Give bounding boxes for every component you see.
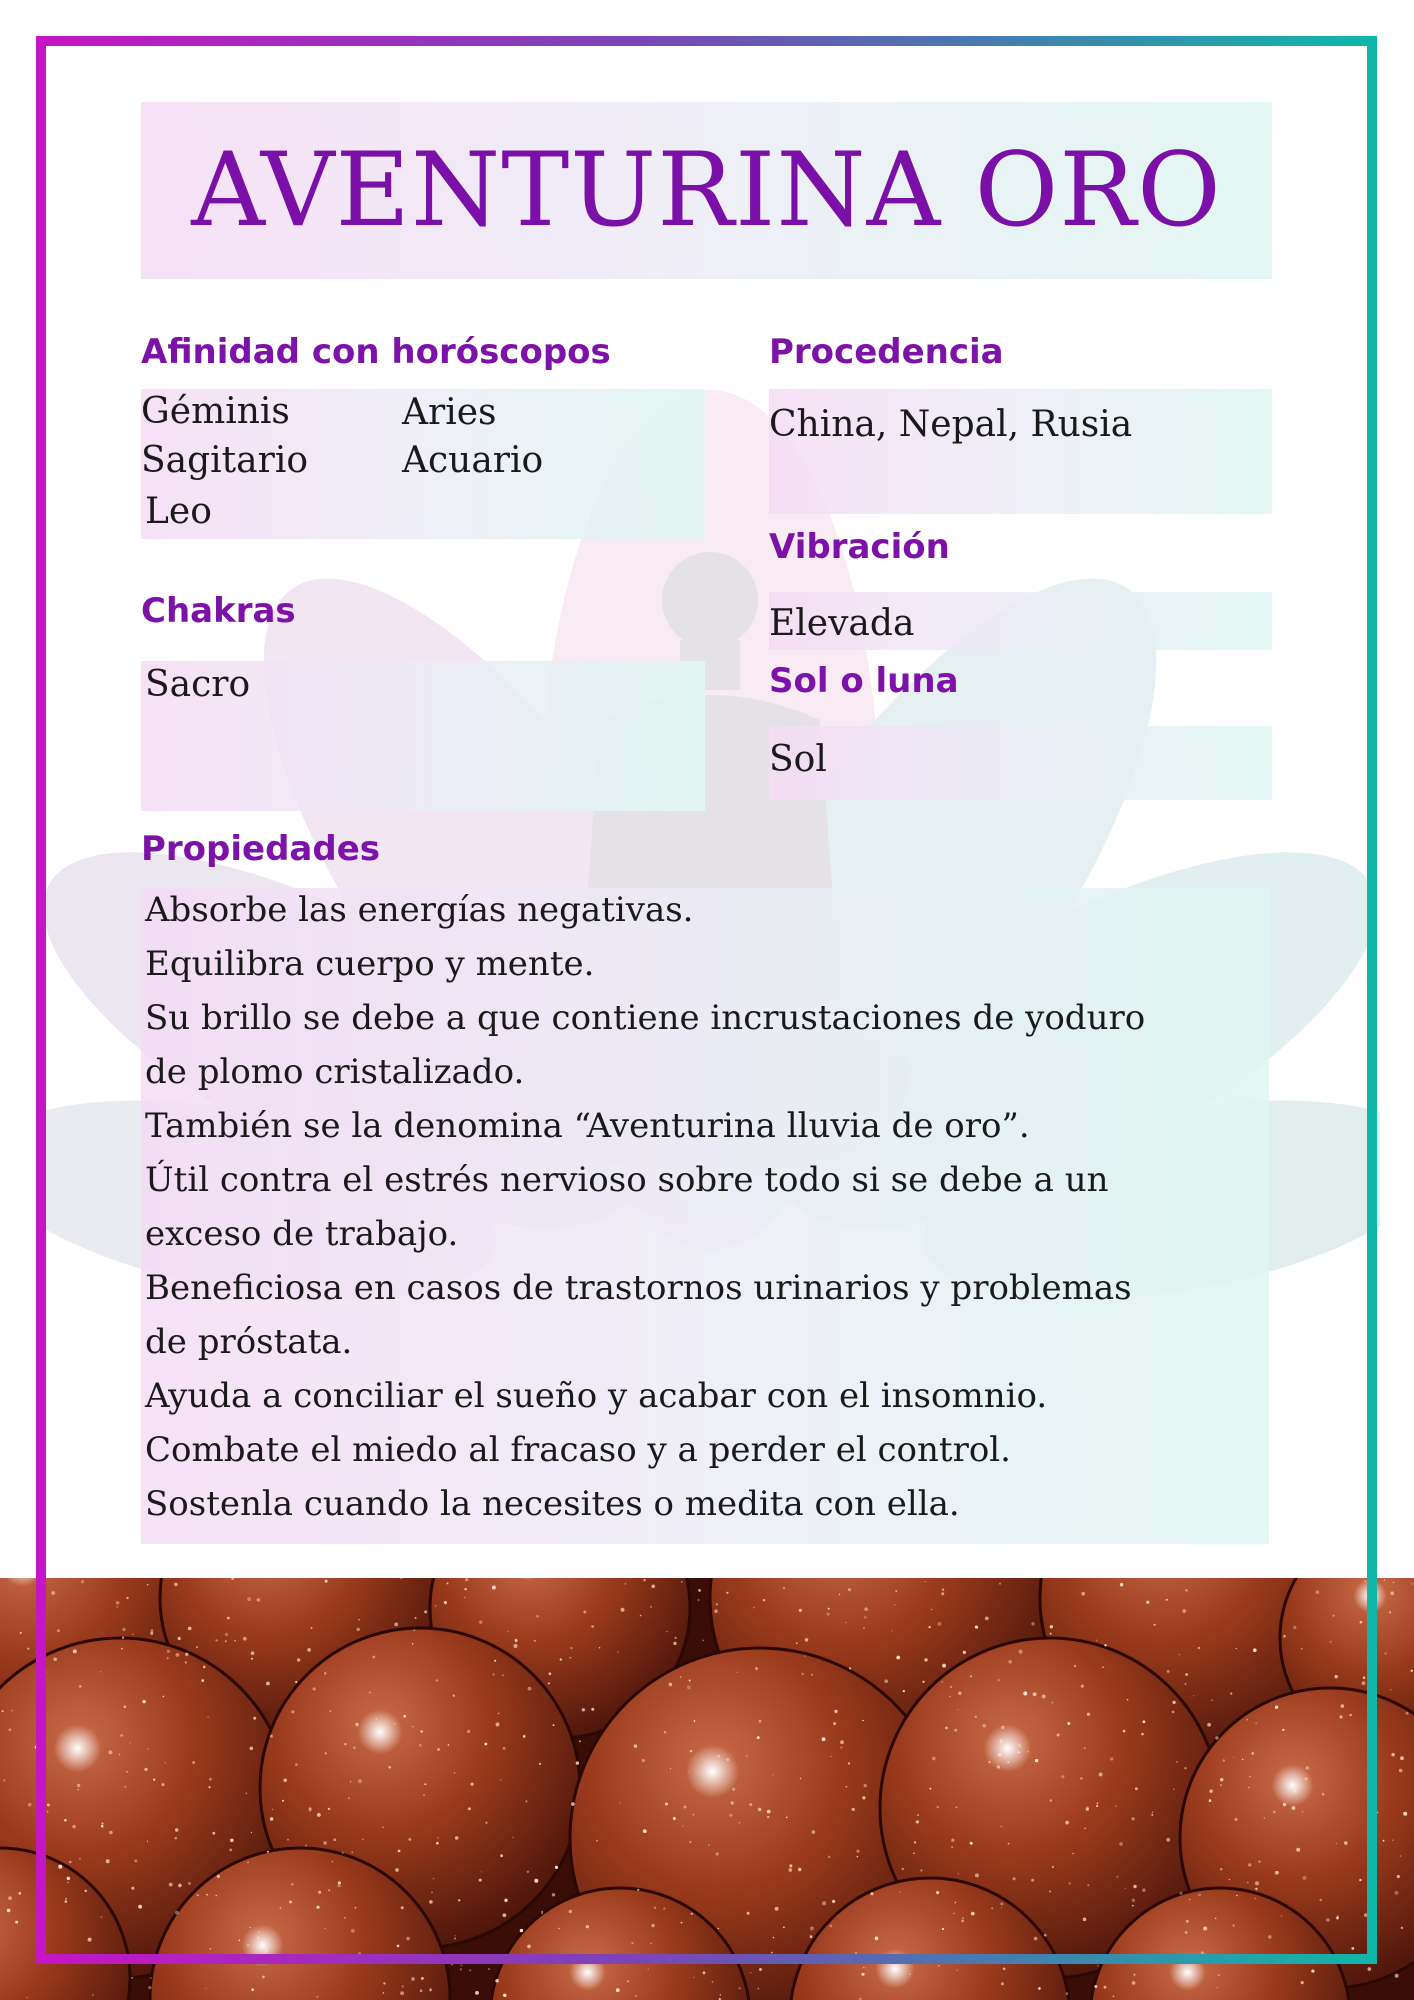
sol-luna-panel bbox=[769, 726, 1272, 800]
propiedad-line: de plomo cristalizado. bbox=[145, 1052, 525, 1092]
goldstone-spheres-photo bbox=[0, 1578, 1414, 2000]
title-panel bbox=[141, 102, 1272, 279]
propiedad-line: Ayuda a conciliar el sueño y acabar con el insomnio. bbox=[145, 1376, 1048, 1416]
stone-highlight bbox=[569, 1954, 605, 1990]
horoscopos-label: Afinidad con horóscopos bbox=[141, 332, 611, 372]
stone-highlight bbox=[1169, 1954, 1205, 1990]
stone-highlight bbox=[1353, 1579, 1387, 1613]
propiedad-line: Su brillo se debe a que contiene incrustaciones de yoduro bbox=[145, 998, 1146, 1038]
propiedades-list bbox=[145, 883, 1265, 1531]
propiedad-line: de próstata. bbox=[145, 1322, 353, 1362]
procedencia-value: China, Nepal, Rusia bbox=[769, 404, 1133, 445]
chakras-value: Sacro bbox=[145, 664, 251, 705]
propiedad-line: Equilibra cuerpo y mente. bbox=[145, 944, 595, 984]
sol-luna-value: Sol bbox=[769, 739, 827, 780]
sign-sagitario: Sagitario bbox=[141, 440, 309, 481]
sign-aries: Aries bbox=[402, 392, 497, 433]
procedencia-label: Procedencia bbox=[769, 332, 1004, 372]
propiedad-line: Beneficiosa en casos de trastornos urinarios y problemas bbox=[145, 1268, 1132, 1308]
page-title: AVENTURINA ORO bbox=[191, 131, 1222, 250]
stone-highlight bbox=[1272, 1765, 1314, 1807]
sign-acuario: Acuario bbox=[402, 440, 544, 481]
vibracion-label: Vibración bbox=[769, 527, 950, 567]
propiedad-line: Absorbe las energías negativas. bbox=[145, 890, 694, 930]
vibracion-value: Elevada bbox=[769, 603, 915, 644]
sign-leo: Leo bbox=[145, 491, 212, 532]
stone-highlight bbox=[984, 1725, 1032, 1773]
sign-geminis: Géminis bbox=[141, 391, 290, 432]
sol-luna-label: Sol o luna bbox=[769, 661, 959, 701]
propiedades-label: Propiedades bbox=[141, 829, 381, 869]
chakras-label: Chakras bbox=[141, 591, 296, 631]
stone-highlight bbox=[54, 1725, 102, 1773]
propiedad-line: Útil contra el estrés nervioso sobre todo si se debe a un bbox=[145, 1160, 1109, 1200]
propiedad-line: Sostenla cuando la necesites o medita con ella. bbox=[145, 1484, 960, 1524]
propiedad-line: Combate el miedo al fracaso y a perder el control. bbox=[145, 1430, 1011, 1470]
stone-highlight bbox=[358, 1710, 403, 1755]
propiedad-line: También se la denomina “Aventurina lluvia de oro”. bbox=[145, 1106, 1030, 1146]
stone-highlight bbox=[875, 1949, 914, 1988]
stone-highlight bbox=[686, 1745, 739, 1798]
propiedad-line: exceso de trabajo. bbox=[145, 1214, 459, 1254]
